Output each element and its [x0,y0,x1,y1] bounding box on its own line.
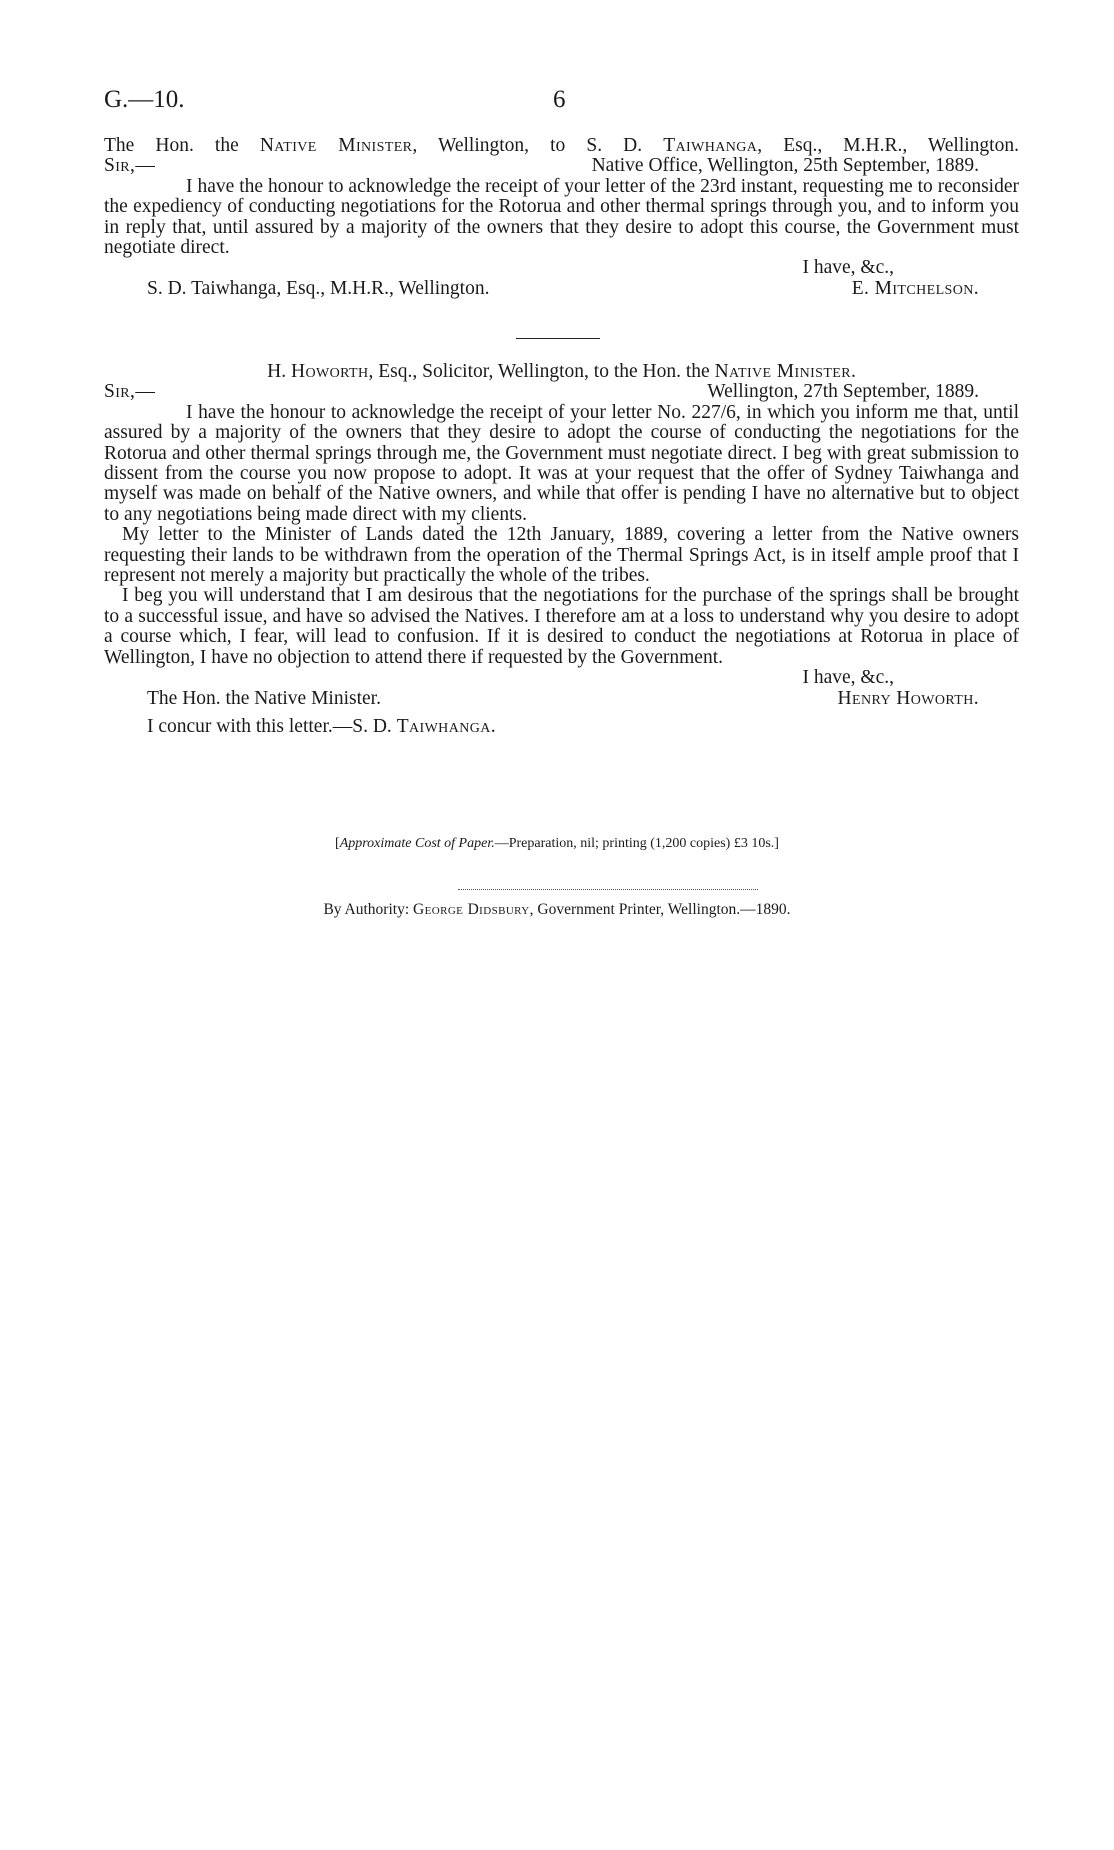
salutation-row [104,156,1019,176]
salutation-row [104,382,1019,402]
salutation: Sir,— [104,155,156,177]
letter-heading: The Hon. the Native Minister, Wellington, to S. D. Taiwhanga, Esq., M.H.R., Wellington. [104,135,1019,156]
page-number: 6 [553,86,566,113]
salutation: Sir,— [104,381,156,403]
paragraph: I have the honour to acknowledge the receipt of your letter No. 227/6, in which you inform me that, until assured by a majority of the owners that they desire to adopt the course of conducting the negotiations for the Rotorua and other thermal springs through me, the Government must negotiate direct. I beg with great submission to dissent from the course you now propose to adopt. It was at your request that the offer of Sydney Taiwhanga and myself was made on behalf of the Native owners, and while that offer is pending I have no alternative but to object to any negotiations being made direct with my clients. [104,401,1019,525]
sign-off-row [104,689,1019,709]
addressee: The Hon. the Native Minister. [147,687,381,709]
printer-authority-line: By Authority: George Didsbury, Government Printer, Wellington.—1890. [323,901,791,918]
closing: I have, &c., [802,257,894,279]
section-divider [516,338,600,339]
letter-date: Wellington, 27th September, 1889. [707,381,979,403]
paragraph: My letter to the Minister of Lands dated the 12th January, 1889, covering a letter from the Native owners requesting their lands to be withdrawn from the operation of the Thermal Springs Act, is in itself ample proof that I represent not merely a majority but practically the whole of the tribes. [104,524,1019,587]
letter-howorth-to-native-minister [104,362,1019,737]
paragraph: I beg you will understand that I am desirous that the negotiations for the purchase of the springs shall be brought to a successful issue, and have so advised the Natives. I therefore am at a loss to understand why you desire to adopt a course which, I fear, will lead to confusion. If it is desired to conduct the negotiations at Rotorua in place of Wellington, I have no objection to attend there if requested by the Government. [104,585,1019,668]
footer-rule [458,889,758,890]
signature: E. Mitchelson. [851,277,979,299]
letter-heading: H. Howorth, Esq., Solicitor, Wellington, to the Hon. the Native Minister. [267,361,856,382]
signature: Henry Howorth. [837,687,979,709]
letter-native-minister-to-taiwhanga [104,136,1019,299]
letter-body: I have the honour to acknowledge the receipt of your letter of the 23rd instant, requesting me to reconsider the expediency of conducting negotiations for the Rotorua and other thermal springs through you, and to inform you in reply that, until assured by a majority of the owners that they desire to adopt this course, the Government must negotiate direct. [104,175,1019,259]
addressee: S. D. Taiwhanga, Esq., M.H.R., Wellington. [147,277,490,299]
letter-date: Native Office, Wellington, 25th September, 1889. [591,155,979,177]
sign-off-row [104,279,1019,299]
document-reference: G.—10. [104,86,185,113]
concurrence-note: I concur with this letter.—S. D. Taiwhanga. [147,715,496,737]
closing: I have, &c., [802,667,894,689]
cost-of-paper-note: [Approximate Cost of Paper.—Preparation, nil; printing (1,200 copies) £3 10s.] [335,836,779,851]
